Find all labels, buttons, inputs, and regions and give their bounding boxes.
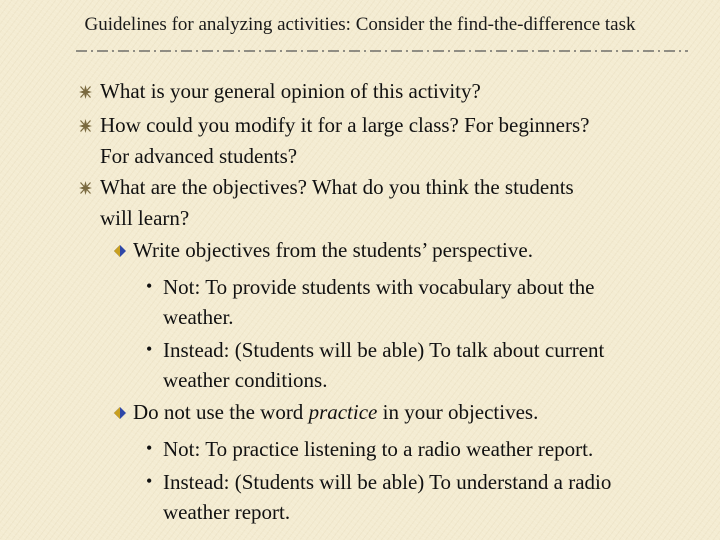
star-cross-icon (79, 181, 92, 195)
bullet-dot: • (146, 339, 153, 359)
title-divider (76, 48, 688, 54)
bullet-dot: • (146, 471, 153, 491)
text-after: in your objectives. (377, 400, 539, 424)
example-line: Not: To provide students with vocabulary about the (163, 275, 595, 299)
emphasized-word: practice (308, 400, 378, 424)
star-cross-icon (79, 119, 92, 133)
example-line: weather conditions. (163, 368, 328, 392)
example-line: weather. (163, 305, 234, 329)
sub-bullet-write-objectives-text: Write objectives from the students’ perspective. (133, 238, 533, 262)
bullet-2-line-2: For advanced students? (100, 144, 298, 168)
diamond-icon (114, 407, 126, 419)
sub-bullet-no-practice-text (133, 397, 538, 428)
star-cross-icon (79, 85, 92, 99)
sub-bullet-no-practice (133, 397, 538, 428)
text-before: Do not use the word (133, 400, 309, 424)
example-instead-understand (163, 467, 611, 527)
bullet-1-line-1: What is your general opinion of this activity? (100, 79, 481, 103)
bullet-3-line-1: What are the objectives? What do you think the students (100, 175, 574, 199)
sub-bullet-write-objectives (133, 235, 533, 266)
bullet-3-line-2: will learn? (100, 206, 190, 230)
example-instead-talk (163, 335, 604, 395)
diamond-icon (114, 245, 126, 257)
example-not-vocabulary (163, 272, 594, 332)
example-line: Instead: (Students will be able) To understand a radio (163, 470, 612, 494)
bullet-dot: • (146, 438, 153, 458)
bullet-1 (100, 76, 481, 107)
example-line: weather report. (163, 500, 291, 524)
example-not-practice (163, 434, 593, 464)
slide-title: Guidelines for analyzing activities: Consider the find-the-difference task (84, 14, 636, 35)
bullet-2 (100, 110, 590, 172)
example-line: Not: To practice listening to a radio weather report. (163, 437, 594, 461)
bullet-dot: • (146, 276, 153, 296)
bullet-2-line-1: How could you modify it for a large class? For beginners? (100, 113, 590, 137)
example-line: Instead: (Students will be able) To talk about current (163, 338, 605, 362)
bullet-3 (100, 172, 574, 234)
